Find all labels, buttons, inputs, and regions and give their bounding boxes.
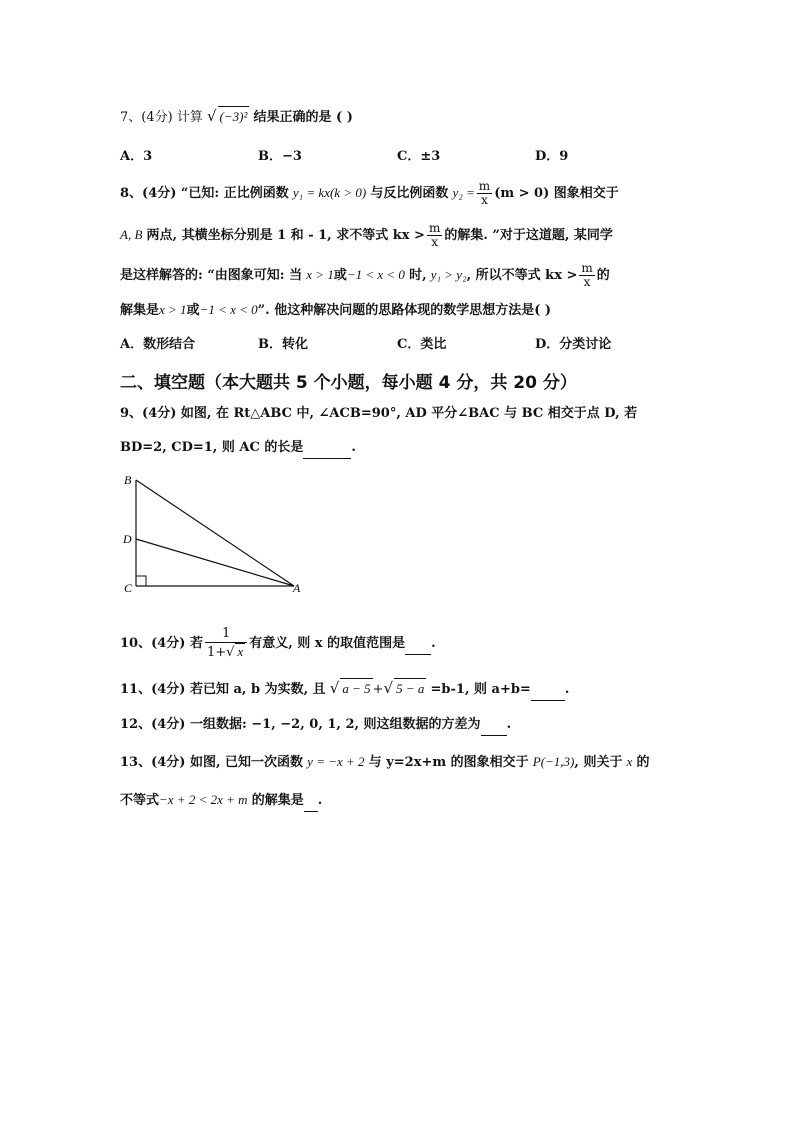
triangle-figure [118, 470, 318, 600]
q7-option-c[interactable]: C．±3 [397, 149, 441, 164]
q10-end: . [431, 636, 436, 651]
question-9-line-2 [120, 438, 356, 459]
q8-l1-b: y₁ = kx(k > 0) [292, 185, 367, 200]
q10-den: 1+√ x [206, 644, 244, 660]
question-8-line-4 [120, 300, 551, 321]
right-angle-mark [136, 576, 146, 586]
q8-l3-e: 时, [409, 268, 427, 283]
q8-l2-c: 的解集. ”对于这道题, 某同学 [444, 228, 613, 243]
q8-l4-d: −1 < x < 0 [199, 302, 258, 317]
q8-l3-d: −1 < x < 0 [346, 267, 405, 282]
q8-l3-c: 或 [333, 268, 347, 283]
q9-l2-text: BD=2, CD=1, 则 AC 的长是 [120, 440, 304, 455]
q8-l1-d: y₂ = [452, 185, 475, 200]
q11-radicand-1: a − 5 [340, 678, 372, 699]
q8-frac-den-3: x [583, 275, 591, 289]
question-8-line-1 [120, 180, 619, 207]
question-13-line-2 [120, 790, 322, 812]
q8-l4-e: ”. 他这种解决问题的思路体现的数学思想方法是( ) [257, 303, 552, 318]
label-c: C [124, 581, 133, 595]
q13-l2-b: −x + 2 < 2x + m [159, 792, 248, 807]
q7-radicand: (−3)² [218, 106, 250, 127]
q9-l2-end: . [351, 440, 356, 455]
q12-end: . [506, 717, 512, 732]
question-8-line-2 [120, 222, 613, 249]
question-9-line-1: 9、(4分) 如图, 在 Rt△ABC 中, ∠ACB=90°, AD 平分∠BAC 与 BC 相交于点 D, 若 [120, 406, 638, 421]
q8-l1-c: 与反比例函数 [370, 186, 449, 201]
q11-suffix: =b-1, 则 a+b= [430, 682, 531, 697]
q8-option-c[interactable]: C．类比 [397, 337, 447, 352]
q13-l1-d: P(−1,3) [532, 754, 575, 769]
q8-option-d[interactable]: D．分类讨论 [535, 337, 612, 352]
q11-sqrt-1: √ [329, 679, 340, 697]
q10-den-a: 1+ [206, 645, 227, 660]
q13-l1-e: , 则关于 [574, 755, 623, 770]
q7-option-b[interactable]: B．−3 [258, 149, 302, 164]
q7-suffix: 结果正确的是 ( ) [253, 110, 353, 125]
q7-option-a[interactable]: A．3 [120, 149, 153, 164]
q11-answer-blank[interactable] [531, 680, 565, 701]
question-11 [120, 678, 569, 701]
question-13-line-1 [120, 752, 650, 773]
label-d: D [123, 532, 132, 546]
q13-answer-blank[interactable] [304, 791, 318, 812]
q7-sqrt: √ [206, 107, 217, 125]
q11-plus: + [372, 682, 384, 697]
q13-l1-f: x [626, 754, 633, 769]
q8-l3-h: 的 [596, 268, 610, 283]
q8-l1-e: (m > 0) 图象相交于 [494, 186, 619, 201]
q12-text: 12、(4分) 一组数据: −1, −2, 0, 1, 2, 则这组数据的方差为 [120, 717, 481, 732]
label-a: A [293, 581, 301, 595]
q13-l1-g: 的 [636, 755, 650, 770]
q10-fraction [205, 626, 247, 661]
q8-frac-den-2: x [431, 235, 439, 249]
q8-l2-b: 两点, 其横坐标分别是 1 和 - 1, 求不等式 kx > [146, 228, 425, 243]
q7-prefix: 7、(4分) 计算 [120, 110, 203, 125]
q13-l2-c: 的解集是 [251, 793, 304, 808]
q8-frac-num-1: m [478, 179, 491, 193]
q11-prefix: 11、(4分) 若已知 a, b 为实数, 且 [120, 682, 326, 697]
q8-fraction-3 [579, 262, 594, 289]
q11-end: . [564, 682, 570, 697]
q13-l2-end: . [317, 793, 323, 808]
question-7-stem [120, 106, 353, 128]
q13-l2-a: 不等式 [120, 793, 160, 808]
q8-l3-b: x > 1 [306, 267, 334, 282]
q12-answer-blank[interactable] [481, 715, 507, 736]
q10-prefix: 10、(4分) 若 [120, 636, 203, 651]
q13-l1-c: 与 y=2x+m 的图象相交于 [368, 755, 529, 770]
question-12 [120, 715, 511, 736]
q11-sqrt-2: √ [383, 679, 394, 697]
q8-l3-a: 是这样解答的: “由图象可知: 当 [120, 268, 303, 283]
q10-num: 1 [205, 626, 247, 643]
q8-fraction-1 [477, 180, 492, 207]
q8-fraction-2 [427, 222, 442, 249]
q13-l1-b: y = −x + 2 [307, 754, 365, 769]
q11-radicand-2: 5 − a [394, 678, 426, 699]
q9-answer-blank[interactable] [303, 438, 351, 459]
q8-l3-f: y₁ > y₂ [430, 267, 467, 282]
q8-frac-num-3: m [581, 261, 593, 275]
question-10 [120, 626, 436, 661]
q10-answer-blank[interactable] [405, 634, 431, 655]
q13-l1-a: 13、(4分) 如图, 已知一次函数 [120, 755, 304, 770]
segment-ad [136, 539, 294, 586]
q8-option-b[interactable]: B．转化 [258, 337, 308, 352]
segment-ab [136, 480, 294, 586]
q8-l4-c: 或 [186, 303, 200, 318]
q8-l3-g: , 所以不等式 kx > [466, 268, 578, 283]
q8-frac-num-2: m [428, 221, 441, 235]
q10-suffix: 有意义, 则 x 的取值范围是 [249, 636, 406, 651]
q7-option-d[interactable]: D．9 [535, 149, 569, 164]
question-8-line-3 [120, 262, 610, 289]
q8-l2-a: A, B [120, 227, 143, 242]
q10-den-b: x [237, 644, 244, 659]
q8-option-a[interactable]: A．数形结合 [120, 337, 196, 352]
q8-l1-a: 8、(4分) “已知: 正比例函数 [120, 186, 289, 201]
q8-l4-b: x > 1 [159, 302, 187, 317]
q8-l4-a: 解集是 [120, 303, 160, 318]
section-2-title: 二、填空题（本大题共 5 个小题，每小题 4 分，共 20 分） [120, 373, 577, 393]
label-b: B [124, 473, 132, 487]
q8-frac-den-1: x [481, 193, 488, 207]
